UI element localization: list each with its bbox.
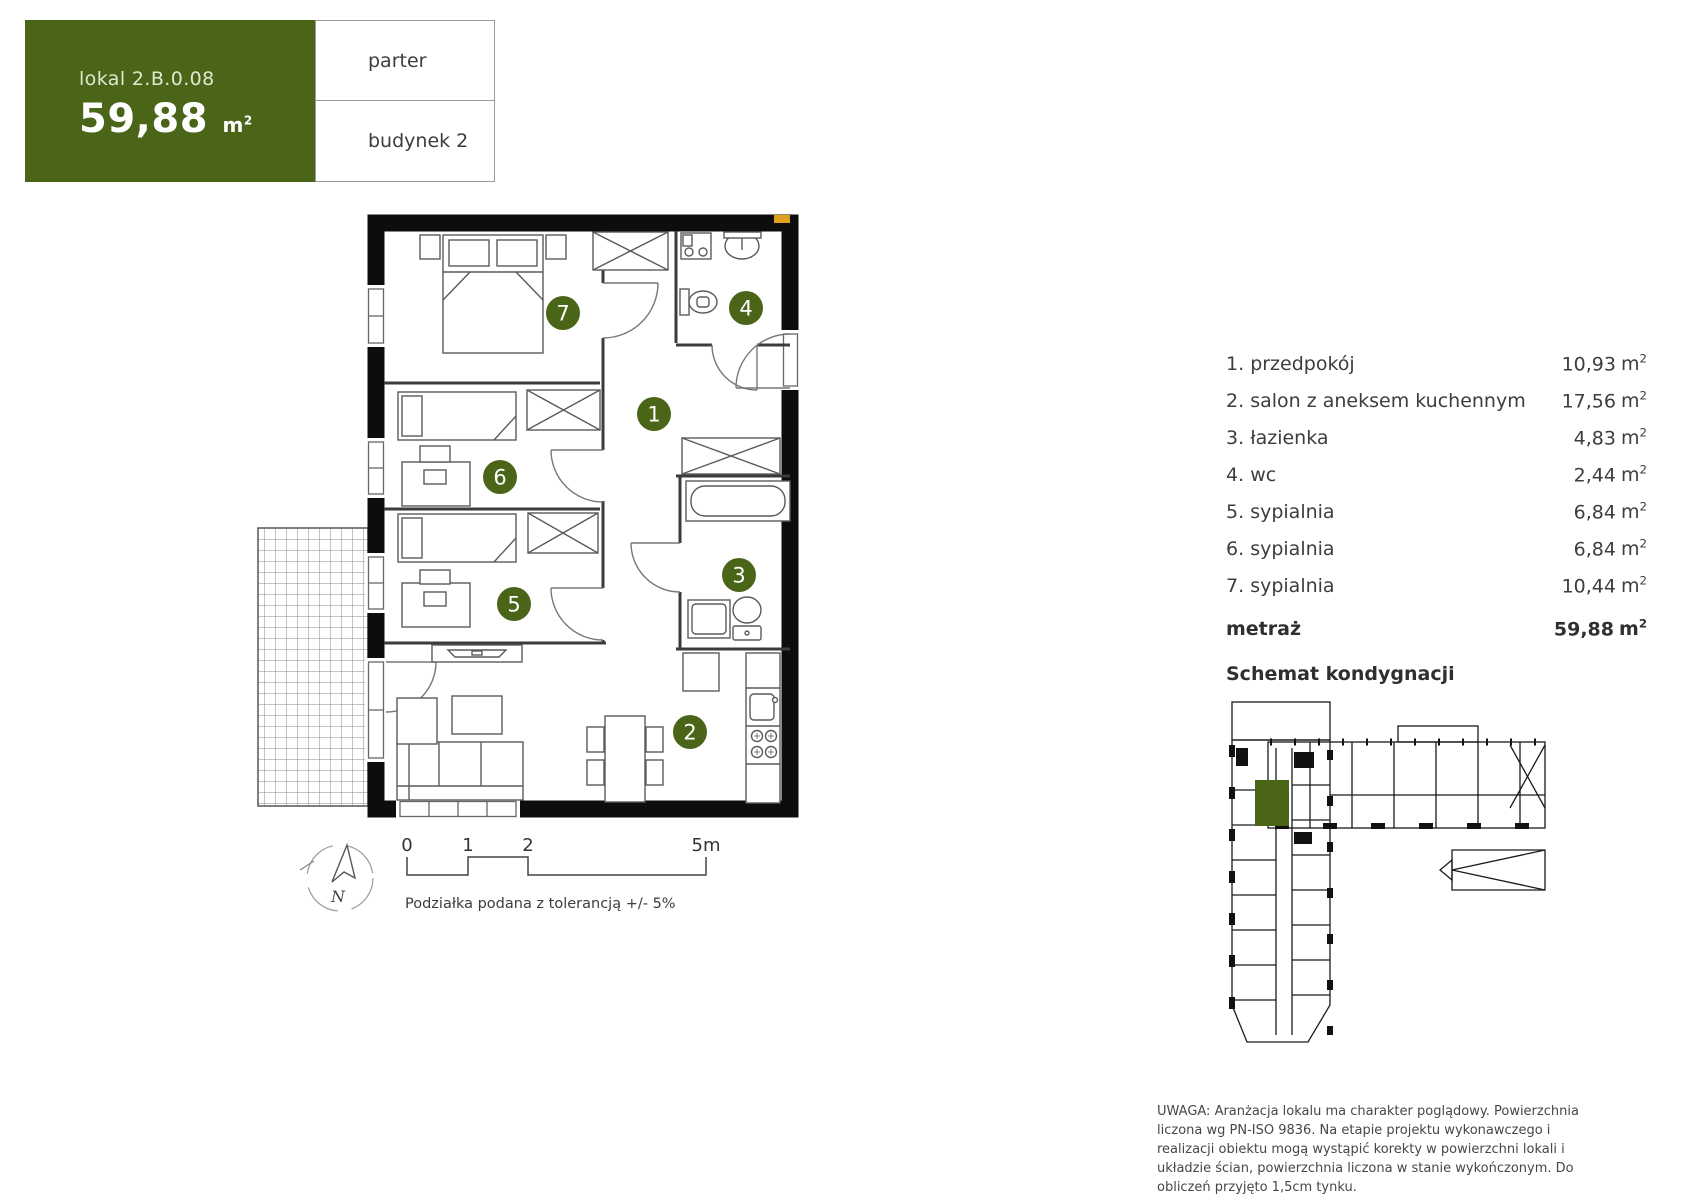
- room-row-3: 3. łazienka 4,83 $m^2$: [1226, 426, 1647, 450]
- door-room6: [551, 450, 603, 502]
- room-badge-7: [546, 296, 580, 330]
- orange-marker: [774, 215, 790, 223]
- room-badge-3: [722, 558, 756, 592]
- room-area: 6,84: [1573, 538, 1616, 561]
- unit-header-card: [25, 20, 315, 182]
- window-livingroom: [396, 798, 520, 820]
- disclaimer-text: UWAGA: Aranżacja lokalu ma charakter poglądowy. Powierzchnia liczona wg PN-ISO 9836. Na etapie projektu wykonawczego i realizacji obiektu mogą wystąpić korekty w powierzchni lokali i układzie ścian, powierzchnia liczona w stanie wykończonym. Do obliczeń przyjęto 1,5cm tynku.: [1157, 1104, 1579, 1196]
- wc-sink: [724, 232, 761, 259]
- window-room6: [365, 438, 387, 498]
- room-row-6: 6. sypialnia 6,84 $m^2$: [1226, 537, 1647, 561]
- room-area: 4,83: [1573, 427, 1616, 450]
- room-area: 17,56: [1561, 390, 1616, 413]
- room-row-5: 5. sypialnia 6,84 $m^2$: [1226, 500, 1647, 524]
- double-bed: [443, 235, 543, 353]
- balcony-door-window: [365, 658, 387, 762]
- room-area: 10,44: [1561, 575, 1616, 598]
- room-name: sypialnia: [1250, 538, 1335, 561]
- desk: [402, 570, 470, 627]
- bath-toilet: [733, 597, 761, 640]
- svg-text:0: 0: [401, 835, 413, 856]
- unit-id-label: lokal 2.B.0.08: [79, 68, 215, 90]
- room-area: 2,44: [1573, 464, 1616, 487]
- floor-schematic-drawing: [1120, 690, 1560, 1070]
- room-name: przedpokój: [1250, 353, 1355, 376]
- ramp-outline: [1440, 850, 1545, 890]
- building-label: budynek 2: [368, 130, 469, 152]
- kitchen-counter: [746, 653, 780, 803]
- wardrobe: [593, 232, 668, 270]
- room-name: sypialnia: [1250, 501, 1335, 524]
- single-bed: [398, 392, 516, 440]
- room-badge-4: [729, 291, 763, 325]
- door-room7: [603, 283, 658, 338]
- room-area: 10,93: [1561, 353, 1616, 376]
- wardrobe: [682, 438, 780, 474]
- room-badge-6: [483, 460, 517, 494]
- compass-north-icon: [300, 845, 373, 911]
- svg-text:5m: 5m: [691, 835, 721, 856]
- window-room7: [365, 285, 387, 347]
- svg-text:N: N: [331, 887, 345, 906]
- nightstand: [420, 235, 440, 259]
- wardrobe: [527, 390, 600, 430]
- room-name: łazienka: [1250, 427, 1329, 450]
- room-row-1: 1. przedpokój 10,93 $m^2$: [1226, 352, 1647, 376]
- unit-area-number: 59,88: [79, 96, 209, 142]
- bathtub: [686, 481, 790, 521]
- svg-text:3: 3: [732, 563, 746, 588]
- nightstand: [546, 235, 566, 259]
- svg-text:1: 1: [462, 835, 474, 856]
- balcony-terrace: [258, 528, 368, 806]
- wc-toilet: [680, 289, 717, 315]
- bath-cabinet: [683, 653, 719, 691]
- room-row-7: 7. sypialnia 10,44 $m^2$: [1226, 574, 1647, 598]
- floor-label: parter: [368, 49, 427, 72]
- room-name: sypialnia: [1250, 575, 1335, 598]
- room-list: [1226, 352, 1647, 692]
- washbasin: [688, 600, 730, 638]
- floor-label-box: [315, 20, 495, 101]
- floorplan-drawing: [240, 190, 800, 930]
- tv-sideboard: [432, 645, 522, 662]
- svg-text:4: 4: [739, 296, 753, 321]
- svg-text:2: 2: [522, 835, 534, 856]
- svg-text:1: 1: [647, 402, 661, 427]
- svg-text:6: 6: [493, 465, 507, 490]
- room-name: wc: [1250, 464, 1277, 487]
- building-label-box: [315, 101, 495, 182]
- total-area-label: metraż: [1226, 618, 1302, 641]
- room-row-2: 2. salon z aneksem kuchennym 17,56 $m^2$: [1226, 389, 1647, 413]
- schematic-title: Schemat kondygnacji: [1226, 662, 1455, 685]
- room-area: 6,84: [1573, 501, 1616, 524]
- window-room5: [365, 553, 387, 613]
- svg-text:5: 5: [507, 592, 521, 617]
- unit-area-unit: $m^2$: [222, 113, 253, 137]
- total-area-value: 59,88: [1553, 618, 1614, 641]
- coffee-table: [452, 696, 502, 734]
- entrance-door-gap: [780, 330, 800, 390]
- room-badge-1: [637, 397, 671, 431]
- scale-bar: [401, 835, 720, 912]
- room-row-4: 4. wc 2,44 $m^2$: [1226, 463, 1647, 487]
- total-area-row: metraż 59,88 $m^2$: [1226, 617, 1647, 641]
- highlighted-unit: [1255, 780, 1289, 826]
- svg-text:7: 7: [556, 301, 570, 326]
- dining-set: [587, 716, 663, 802]
- desk: [402, 446, 470, 506]
- door-bathroom: [631, 543, 680, 592]
- unit-area-value: [79, 96, 315, 142]
- svg-text:2: 2: [683, 720, 697, 745]
- room-name: salon z aneksem kuchennym: [1250, 390, 1526, 413]
- furniture: [397, 232, 790, 803]
- wardrobe: [528, 513, 598, 553]
- single-bed: [398, 514, 516, 562]
- door-room5: [551, 588, 603, 640]
- room-badge-2: [673, 715, 707, 749]
- kitchen-sink: [750, 694, 774, 720]
- scale-caption: Podziałka podana z tolerancją +/- 5%: [405, 896, 676, 912]
- room-badge-5: [497, 587, 531, 621]
- washing-machine: [681, 233, 711, 259]
